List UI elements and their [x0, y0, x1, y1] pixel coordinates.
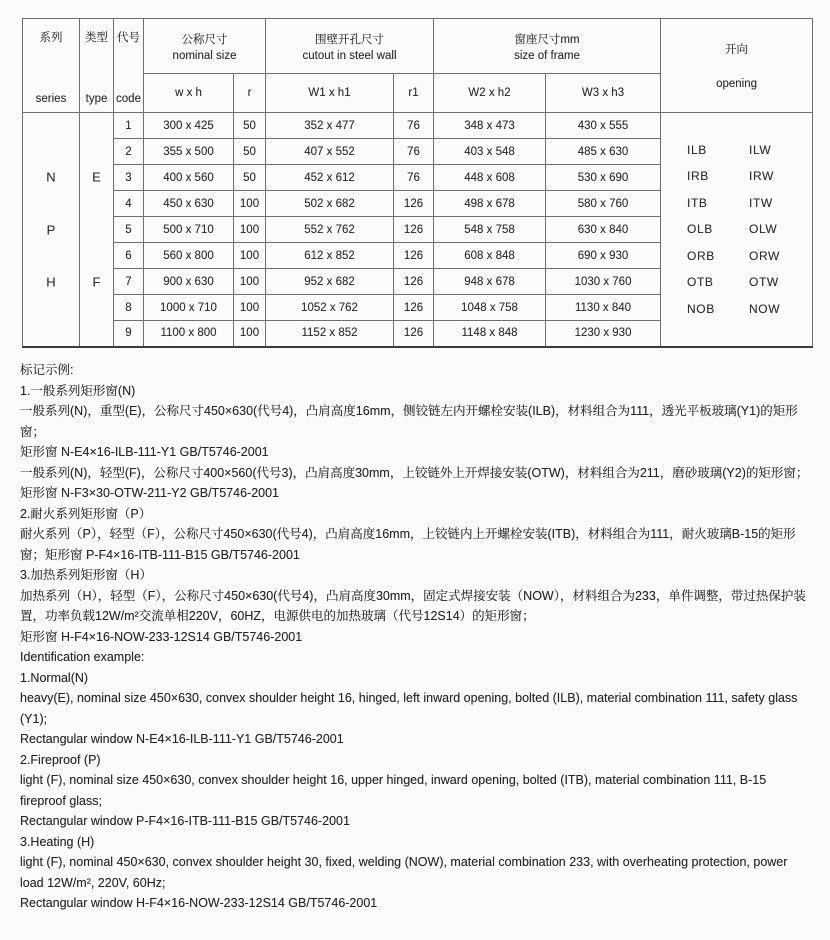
opening-code: ITB [687, 195, 708, 210]
nominal-label-en: nominal size [172, 49, 237, 62]
series-label-en: series [35, 92, 67, 105]
table-cell: 2 [114, 139, 144, 165]
notes-zh-line: 一般系列(N)，重型(E)，公称尺寸450×630(代号4)，凸肩高度16mm，侧铰链左内开螺栓安装(ILB)，材料组合为111，透光平板玻璃(Y1)的矩形窗； [20, 404, 798, 439]
opening-pair [687, 243, 812, 270]
table-cell: 100 [234, 217, 266, 243]
notes-section [20, 360, 812, 914]
table-cell: 530 x 690 [546, 165, 661, 191]
table-cell: 352 x 477 [266, 113, 394, 139]
subheader-r: r [234, 74, 266, 113]
opening-code: OLW [749, 222, 778, 237]
table-cell: 126 [394, 191, 434, 217]
table-cell: 1130 x 840 [546, 295, 661, 321]
table-cell: 1152 x 852 [266, 321, 394, 347]
table-cell: 1230 x 930 [546, 321, 661, 347]
col-header-type [80, 19, 114, 113]
type-value-E: E [92, 169, 101, 185]
opening-code: IRW [749, 169, 774, 184]
table-cell: 1000 x 710 [144, 295, 234, 321]
opening-code: NOB [687, 301, 715, 316]
table-cell: 485 x 630 [546, 139, 661, 165]
opening-code: ORW [749, 248, 780, 263]
notes-zh-line: 1.一般系列矩形窗(N) [20, 383, 136, 398]
type-label-zh: 类型 [85, 31, 108, 44]
notes-en-line: 1.Normal(N) [20, 670, 89, 685]
table-cell: 5 [114, 217, 144, 243]
table-cell: 1 [114, 113, 144, 139]
table-cell: 4 [114, 191, 144, 217]
opening-code: ILW [749, 142, 772, 157]
notes-zh-heading: 标记示例: [20, 363, 74, 377]
col-header-nominal-size [144, 19, 266, 74]
table-cell: 608 x 848 [434, 243, 546, 269]
type-label-en: type [85, 92, 108, 105]
opening-code: ORB [687, 248, 715, 263]
col-header-code [114, 19, 144, 113]
table-cell: 126 [394, 295, 434, 321]
table-cell: 348 x 473 [434, 113, 546, 139]
table-cell: 355 x 500 [144, 139, 234, 165]
notes-en-line: Rectangular window N-E4×16-ILB-111-Y1 GB/T5746-2001 [20, 732, 344, 746]
table-cell: 100 [234, 191, 266, 217]
table-cell: 126 [394, 217, 434, 243]
table-cell: 6 [114, 243, 144, 269]
table-cell: 1052 x 762 [266, 295, 394, 321]
notes-en-line: 3.Heating (H) [20, 834, 95, 849]
opening-pair [687, 137, 812, 164]
opening-codes-cell [661, 113, 813, 347]
table-cell: 630 x 840 [546, 217, 661, 243]
notes-zh-line: 耐火系列（P），轻型（F），公称尺寸450×630(代号4)，凸肩高度16mm，上铰链内上开螺栓安装(ITB)，材料组合为111，耐火玻璃B-15的矩形窗；矩形窗 P-F4×16-ITB-111-B15 GB/T5746-2001 [20, 527, 796, 562]
notes-en-heading: Identification example: [20, 650, 145, 664]
table-cell: 448 x 608 [434, 165, 546, 191]
header-row-top [23, 19, 813, 74]
opening-label-en: opening [716, 78, 757, 91]
cutout-label-en: cutout in steel wall [302, 49, 397, 62]
nominal-label-zh: 公称尺寸 [181, 33, 228, 46]
notes-zh-line: 2.耐火系列矩形窗（P） [20, 506, 152, 521]
series-value-P: P [46, 222, 56, 238]
table-cell: 580 x 760 [546, 191, 661, 217]
table-cell: 450 x 630 [144, 191, 234, 217]
table-cell: 50 [234, 139, 266, 165]
table-cell: 1148 x 848 [434, 321, 546, 347]
table-cell: 1048 x 758 [434, 295, 546, 321]
table-cell: 126 [394, 321, 434, 347]
col-header-frame [434, 19, 661, 74]
table-cell: 7 [114, 269, 144, 295]
table-cell: 76 [394, 139, 434, 165]
table-cell: 126 [394, 269, 434, 295]
table-cell: 400 x 560 [144, 165, 234, 191]
table-cell: 430 x 555 [546, 113, 661, 139]
table-cell: 8 [114, 295, 144, 321]
code-label-en: code [116, 92, 141, 105]
table-cell: 690 x 930 [546, 243, 661, 269]
opening-code: ITW [749, 195, 773, 210]
opening-code: OTW [749, 275, 779, 290]
notes-en-line: heavy(E), nominal size 450×630, convex shoulder height 16, hinged, left inward opening, bolted (ILB), material combination 111, safety glass (Y1); [20, 691, 798, 726]
table-cell: 100 [234, 321, 266, 347]
table-cell: 76 [394, 165, 434, 191]
table-cell: 502 x 682 [266, 191, 394, 217]
col-header-series [23, 19, 80, 113]
table-cell: 407 x 552 [266, 139, 394, 165]
table-cell: 1100 x 800 [144, 321, 234, 347]
code-label-zh: 代号 [117, 31, 140, 44]
table-cell: 50 [234, 165, 266, 191]
table-cell: 9 [114, 321, 144, 347]
table-cell: 50 [234, 113, 266, 139]
table-cell: 500 x 710 [144, 217, 234, 243]
opening-code: OLB [687, 222, 713, 237]
subheader-w3h3: W3 x h3 [546, 74, 661, 113]
table-cell: 1030 x 760 [546, 269, 661, 295]
table-cell: 498 x 678 [434, 191, 546, 217]
type-value-F: F [92, 274, 101, 290]
series-value-N: N [46, 169, 56, 185]
col-header-cutout [266, 19, 434, 74]
opening-code: NOW [749, 301, 781, 316]
table-cell: 552 x 762 [266, 217, 394, 243]
table-cell: 452 x 612 [266, 165, 394, 191]
notes-zh-line: 矩形窗 N-E4×16-ILB-111-Y1 GB/T5746-2001 [20, 445, 269, 459]
table-cell: 948 x 678 [434, 269, 546, 295]
table-cell: 300 x 425 [144, 113, 234, 139]
table-cell: 612 x 852 [266, 243, 394, 269]
spec-table [22, 18, 813, 348]
table-cell: 76 [394, 113, 434, 139]
notes-en-line: Rectangular window H-F4×16-NOW-233-12S14 GB/T5746-2001 [20, 896, 378, 910]
subheader-wxh: w x h [144, 74, 234, 113]
notes-zh-line: 3.加热系列矩形窗（H） [20, 568, 152, 582]
opening-code: OTB [687, 275, 714, 290]
table-cell: 560 x 800 [144, 243, 234, 269]
frame-label-en: size of frame [514, 49, 580, 62]
table-cell: 100 [234, 243, 266, 269]
notes-en-line: light (F), nominal size 450×630, convex shoulder height 16, upper hinged, inward opening, bolted (ITB), material combination 111, B-15 fireproof glass; [20, 773, 767, 808]
notes-en-line: 2.Fireproof (P) [20, 752, 101, 767]
opening-pair [687, 190, 812, 217]
table-cell: 403 x 548 [434, 139, 546, 165]
opening-pair [687, 216, 812, 243]
opening-code: IRB [687, 169, 709, 184]
series-label-zh: 系列 [39, 31, 63, 44]
cutout-label-zh: 围壁开孔尺寸 [315, 33, 385, 46]
opening-label-zh: 开向 [725, 43, 749, 56]
table-cell: 100 [234, 269, 266, 295]
notes-en-line: Rectangular window P-F4×16-ITB-111-B15 GB/T5746-2001 [20, 814, 350, 828]
subheader-w1h1: W1 x h1 [266, 74, 394, 113]
notes-en-line: light (F), nominal 450×630, convex shoulder height 30, fixed, welding (NOW), material combination 233, with overheating protection, power load 12W/m², 220V, 60Hz; [20, 855, 788, 890]
table-cell: 548 x 758 [434, 217, 546, 243]
table-cell: 126 [394, 243, 434, 269]
notes-zh-line: 矩形窗 N-F3×30-OTW-211-Y2 GB/T5746-2001 [20, 486, 280, 500]
frame-label-zh: 窗座尺寸mm [514, 33, 580, 46]
col-header-opening [661, 19, 813, 113]
table-cell: 3 [114, 165, 144, 191]
series-values-cell [23, 113, 80, 347]
table-cell: 952 x 682 [266, 269, 394, 295]
table-cell: 900 x 630 [144, 269, 234, 295]
table-cell: 100 [234, 295, 266, 321]
notes-zh-line: 加热系列（H），轻型（F），公称尺寸450×630(代号4)，凸肩高度30mm，固定式焊接安装（NOW），材料组合为233，单件调整，带过热保护装置，功率负载12W/m²交流单相220V，60HZ，电源供电的加热玻璃（代号12S14）的矩形窗； [20, 588, 806, 623]
subheader-r1: r1 [394, 74, 434, 113]
subheader-w2h2: W2 x h2 [434, 74, 546, 113]
type-values-cell [80, 113, 114, 347]
opening-pair [687, 269, 812, 296]
opening-code: ILB [687, 142, 707, 157]
series-value-H: H [46, 274, 56, 290]
opening-pair [687, 296, 812, 323]
notes-zh-line: 一般系列(N)，轻型(F)，公称尺寸400×560(代号3)，凸肩高度30mm，上铰链外上开焊接安装(OTW)，材料组合为211，磨砂玻璃(Y2)的矩形窗； [20, 465, 809, 480]
table-row [23, 113, 813, 139]
notes-zh-line: 矩形窗 H-F4×16-NOW-233-12S14 GB/T5746-2001 [20, 629, 303, 644]
opening-pair [687, 163, 812, 190]
